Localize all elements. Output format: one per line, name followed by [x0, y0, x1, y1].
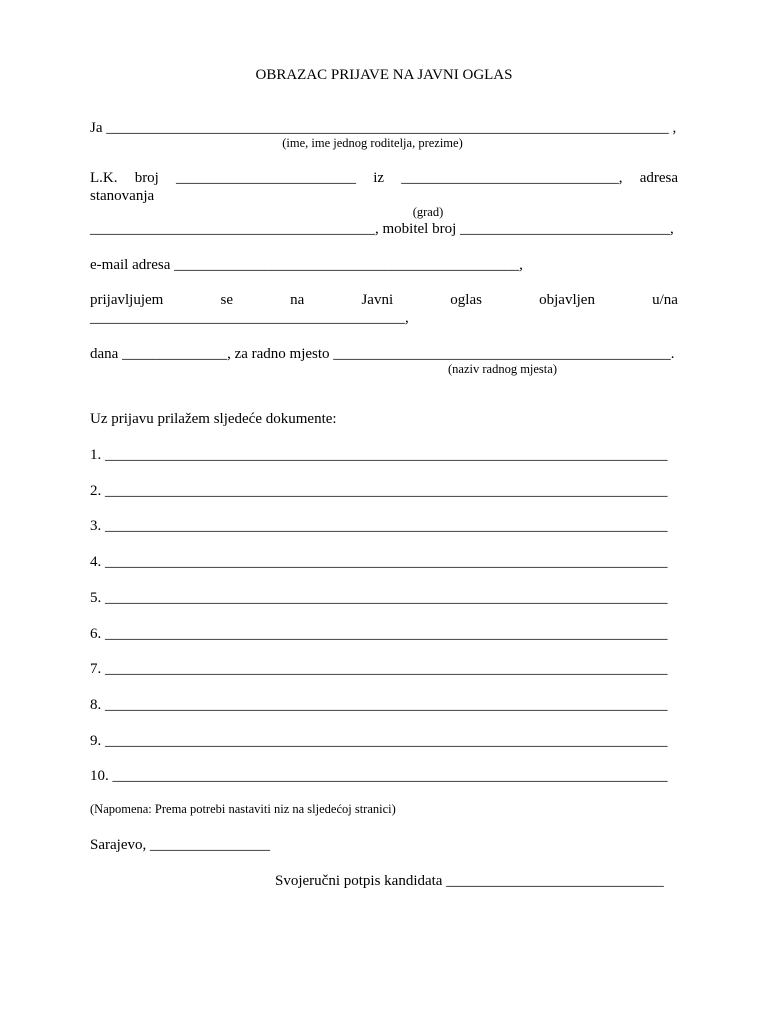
id-card-line [90, 169, 678, 187]
signature-line: Svojeručni potpis kandidata _____________________________ [275, 873, 664, 889]
apply-word-7: u/na [652, 292, 678, 308]
document-line: 8. ___________________________________________________________________________ [90, 697, 668, 713]
apply-line [90, 291, 678, 309]
document-line: 4. ___________________________________________________________________________ [90, 554, 668, 570]
document-line: 5. ___________________________________________________________________________ [90, 590, 668, 606]
apply-word-1: prijavljujem [90, 292, 164, 308]
documents-intro: Uz prijavu prilažem sljedeće dokumente: [90, 411, 337, 427]
document-line: 3. ___________________________________________________________________________ [90, 518, 668, 534]
name-hint: (ime, ime jednog roditelja, prezime) [282, 136, 463, 150]
document-line: 7. ___________________________________________________________________________ [90, 661, 668, 677]
email-line: e-mail adresa ______________________________________________, [90, 257, 523, 273]
apply-word-3: na [290, 292, 305, 308]
published-blank: __________________________________________, [90, 310, 409, 326]
name-line: Ja ___________________________________________________________________________ , [90, 120, 677, 136]
iz-label: iz [373, 170, 385, 186]
note: (Napomena: Prema potrebi nastaviti niz na sljedećoj stranici) [90, 802, 396, 816]
document-line: 6. ___________________________________________________________________________ [90, 626, 668, 642]
broj-blank: ________________________ [176, 170, 357, 186]
apply-word-2: se [220, 292, 233, 308]
apply-word-5: oglas [450, 292, 482, 308]
broj-label: broj [134, 170, 159, 186]
document-line: 9. ___________________________________________________________________________ [90, 733, 668, 749]
stanovanja-label: stanovanja [90, 188, 155, 204]
date-position-line: dana ______________, za radno mjesto _____________________________________________. [90, 346, 675, 362]
document-line: 10. __________________________________________________________________________ [90, 768, 668, 784]
apply-word-4: Javni [361, 292, 394, 308]
lk-label: L.K. [90, 170, 118, 186]
city-blank: _____________________________, [401, 170, 623, 186]
position-hint: (naziv radnog mjesta) [448, 362, 557, 376]
place-date-line: Sarajevo, ________________ [90, 837, 270, 853]
document-line: 1. ___________________________________________________________________________ [90, 447, 668, 463]
grad-hint: (grad) [412, 205, 444, 219]
document-line: 2. ___________________________________________________________________________ [90, 483, 668, 499]
apply-word-6: objavljen [539, 292, 595, 308]
address-mobile-line: ______________________________________, mobitel broj ____________________________, [90, 221, 674, 237]
form-title: OBRAZAC PRIJAVE NA JAVNI OGLAS [255, 67, 513, 83]
adresa-label: adresa [639, 170, 678, 186]
